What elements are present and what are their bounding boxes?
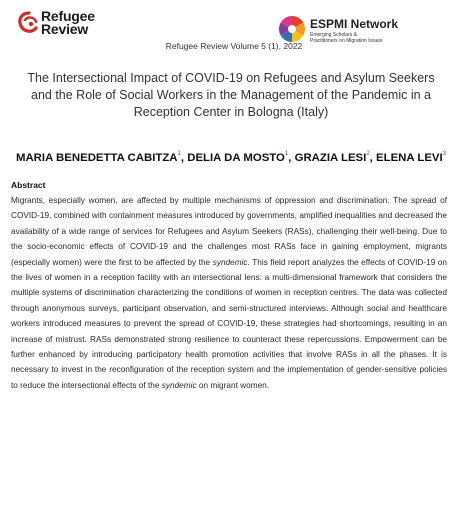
author-list xyxy=(10,146,452,166)
espmi-network-name: ESPMI Network xyxy=(310,17,399,31)
journal-volume: Refugee Review Volume 5 (1), 2022 xyxy=(165,41,303,51)
author-affiliation-mark: 1 xyxy=(177,151,181,157)
author-affiliation-mark: 2 xyxy=(366,151,370,157)
abstract-emphasis: syndemic xyxy=(161,380,197,390)
author-name: MARIA BENEDETTA CABITZA xyxy=(15,152,178,164)
author-affiliation-mark: 1 xyxy=(284,151,289,157)
abstract-text-part: on migrant women. xyxy=(196,380,270,390)
author-separator: , xyxy=(288,152,295,164)
author-name: GRAZIA LESI xyxy=(294,152,367,164)
author-separator: , xyxy=(180,152,188,164)
author-affiliation-mark: 3 xyxy=(442,151,447,157)
abstract-text xyxy=(11,193,447,393)
abstract-heading: Abstract xyxy=(11,180,46,190)
author-name: ELENA LEVI xyxy=(376,152,443,164)
abstract-text-part: . This field report analyzes the effects of COVID-19 on the lives of women in a reception facility with an intersectional lens: a multi-dimensional framework that considers the multiple systems of discrimination characterizing the conditions of women in reception centres. The data was collected through anonymous surveys, participant observation, and semi-structured interviews. Although social and healthcare workers introduced measures to prevent the spread of COVID-19, these strategies had shortcomings, resulting in an increase of mistrust. RASs demonstrated strong resilience to counteract these repercussions. Empowerment can be further enhanced by introducing participatory health promotion activities that involve RASs in all the phases. It is necessary to invest in the reconfiguration of the reception system and the implementation of gender-sensitive policies to reduce the intersectional effects of the xyxy=(11,257,447,390)
espmi-globe-icon xyxy=(277,14,307,44)
abstract-text-part: Migrants, especially women, are affected by multiple mechanisms of oppression and discrimination. The spread of COVID-19, combined with containment measures introduced by governments, amplified inequalities and decreased the availability of a wide range of services for Refugees and Asylum Seekers (RASs), challenging their well-being. Due to the socio-economic effects of COVID-19 and the challenges most RASs face in gaining employment, migrants (especially women) were the first to be affected by the xyxy=(11,196,447,267)
refugee-review-swirl-icon xyxy=(16,10,42,38)
tagline-line1: Emerging Scholars & xyxy=(310,32,357,38)
tagline-line2: Practitioners on Migration Issues xyxy=(310,38,383,44)
logo-text-line2: Review xyxy=(41,21,89,37)
author-name: DELIA DA MOSTO xyxy=(187,152,285,164)
page-header xyxy=(0,0,462,50)
article-title: The Intersectional Impact of COVID-19 on Refugees and Asylum Seekers and the Role of Social Workers in the Management of the Pandemic in a Reception Center in Bologna (Italy) xyxy=(27,71,435,119)
abstract-emphasis: syndemic xyxy=(212,257,248,267)
author-separator: , xyxy=(369,152,377,164)
logo-text-line1: Refugee xyxy=(41,8,95,24)
refugee-review-logo xyxy=(13,9,133,43)
